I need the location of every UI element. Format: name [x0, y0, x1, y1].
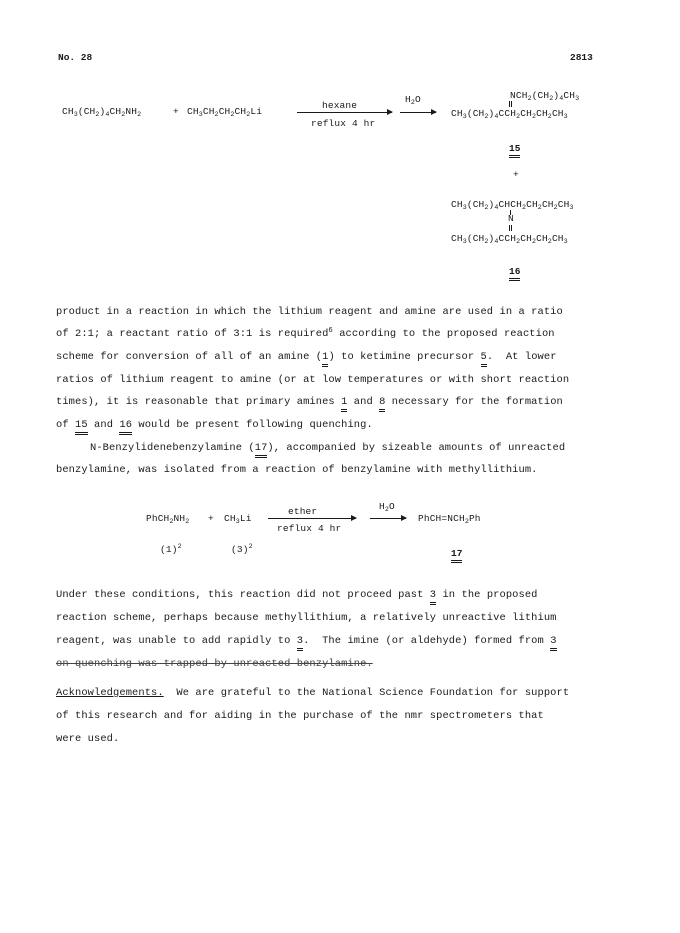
text-line: product in a reaction in which the lithium reagent and amine are used in a ratio: [56, 306, 563, 318]
product-16-nitrogen: N: [508, 213, 514, 224]
compound-label-17: 17: [451, 548, 463, 559]
text-line: times), it is reasonable that primary amines 1 and 8 necessary for the formation: [56, 396, 563, 408]
reactant-butyllithium: $CH_3CH_2CH_2CH_2Li$: [187, 106, 263, 118]
text-line: Acknowledgements. We are grateful to the National Science Foundation for support: [56, 687, 570, 699]
quench-label: $H_2O$: [405, 94, 421, 106]
quench-label-2: $H_2O$: [379, 501, 395, 513]
reference-2: $(3)^2$: [231, 542, 253, 555]
text-line: reagent, was unable to add rapidly to 3. The imine (or aldehyde) formed from 3: [56, 635, 557, 647]
reactant-hexylamine: $CH_3(CH_2)_4CH_2NH_2$: [62, 106, 142, 118]
product-16-top: $CH_3(CH_2)_4CHCH_2CH_2CH_2CH_3$: [451, 199, 574, 211]
text-line: Under these conditions, this reaction did not proceed past 3 in the proposed: [56, 589, 538, 601]
product-17: $PhCH=NCH_2Ph$: [418, 513, 481, 525]
quench-arrow-1: [400, 112, 436, 113]
text-line: ratios of lithium reagent to amine (or at low temperatures or with short reaction: [56, 374, 570, 386]
solvent-label: hexane: [322, 100, 358, 111]
reactant-benzylamine: $PhCH_2NH_2$: [146, 513, 190, 525]
plus-sign-3: +: [208, 513, 214, 524]
compound-label-16: 16: [509, 266, 521, 277]
plus-sign-2: +: [513, 169, 519, 180]
text-line: scheme for conversion of all of an amine (1) to ketimine precursor 5. At lower: [56, 351, 557, 363]
double-bond-15: [508, 101, 513, 107]
conditions-label-2: reflux 4 hr: [277, 523, 342, 534]
text-line: on quenching was trapped by unreacted benzylamine.: [56, 658, 373, 670]
journal-number: No. 28: [58, 52, 93, 63]
text-line: of 15 and 16 would be present following quenching.: [56, 419, 373, 431]
product-15-substituent: $NCH_2(CH_2)_4CH_3$: [510, 90, 580, 102]
text-line: were used.: [56, 733, 120, 745]
plus-sign: +: [173, 106, 179, 117]
text-line: benzylamine, was isolated from a reaction of benzylamine with methyllithium.: [56, 464, 538, 476]
double-bond-16: [508, 225, 513, 231]
conditions-label: reflux 4 hr: [311, 118, 376, 129]
text-line: N-Benzylidenebenzylamine (17), accompanied by sizeable amounts of unreacted: [90, 442, 566, 454]
compound-label-15: 15: [509, 143, 521, 154]
quench-arrow-2: [370, 518, 406, 519]
text-line: of 2:1; a reactant ratio of 3:1 is required$^6$ according to the proposed reaction: [56, 327, 555, 340]
product-15-chain: $CH_3(CH_2)_4CCH_2CH_2CH_2CH_3$: [451, 108, 568, 120]
product-16-bottom: $CH_3(CH_2)_4CCH_2CH_2CH_2CH_3$: [451, 233, 568, 245]
solvent-label-2: ether: [288, 506, 318, 517]
page-number: 2813: [570, 52, 593, 63]
reaction-arrow-2: [268, 518, 356, 519]
reference-1: $(1)^2$: [160, 542, 182, 555]
reactant-methyllithium: $CH_3Li$: [224, 513, 252, 525]
reaction-arrow-1: [297, 112, 392, 113]
text-line: of this research and for aiding in the purchase of the nmr spectrometers that: [56, 710, 544, 722]
text-line: reaction scheme, perhaps because methyllithium, a relatively unreactive lithium: [56, 612, 557, 624]
acknowledgements-heading: Acknowledgements.: [56, 687, 164, 699]
